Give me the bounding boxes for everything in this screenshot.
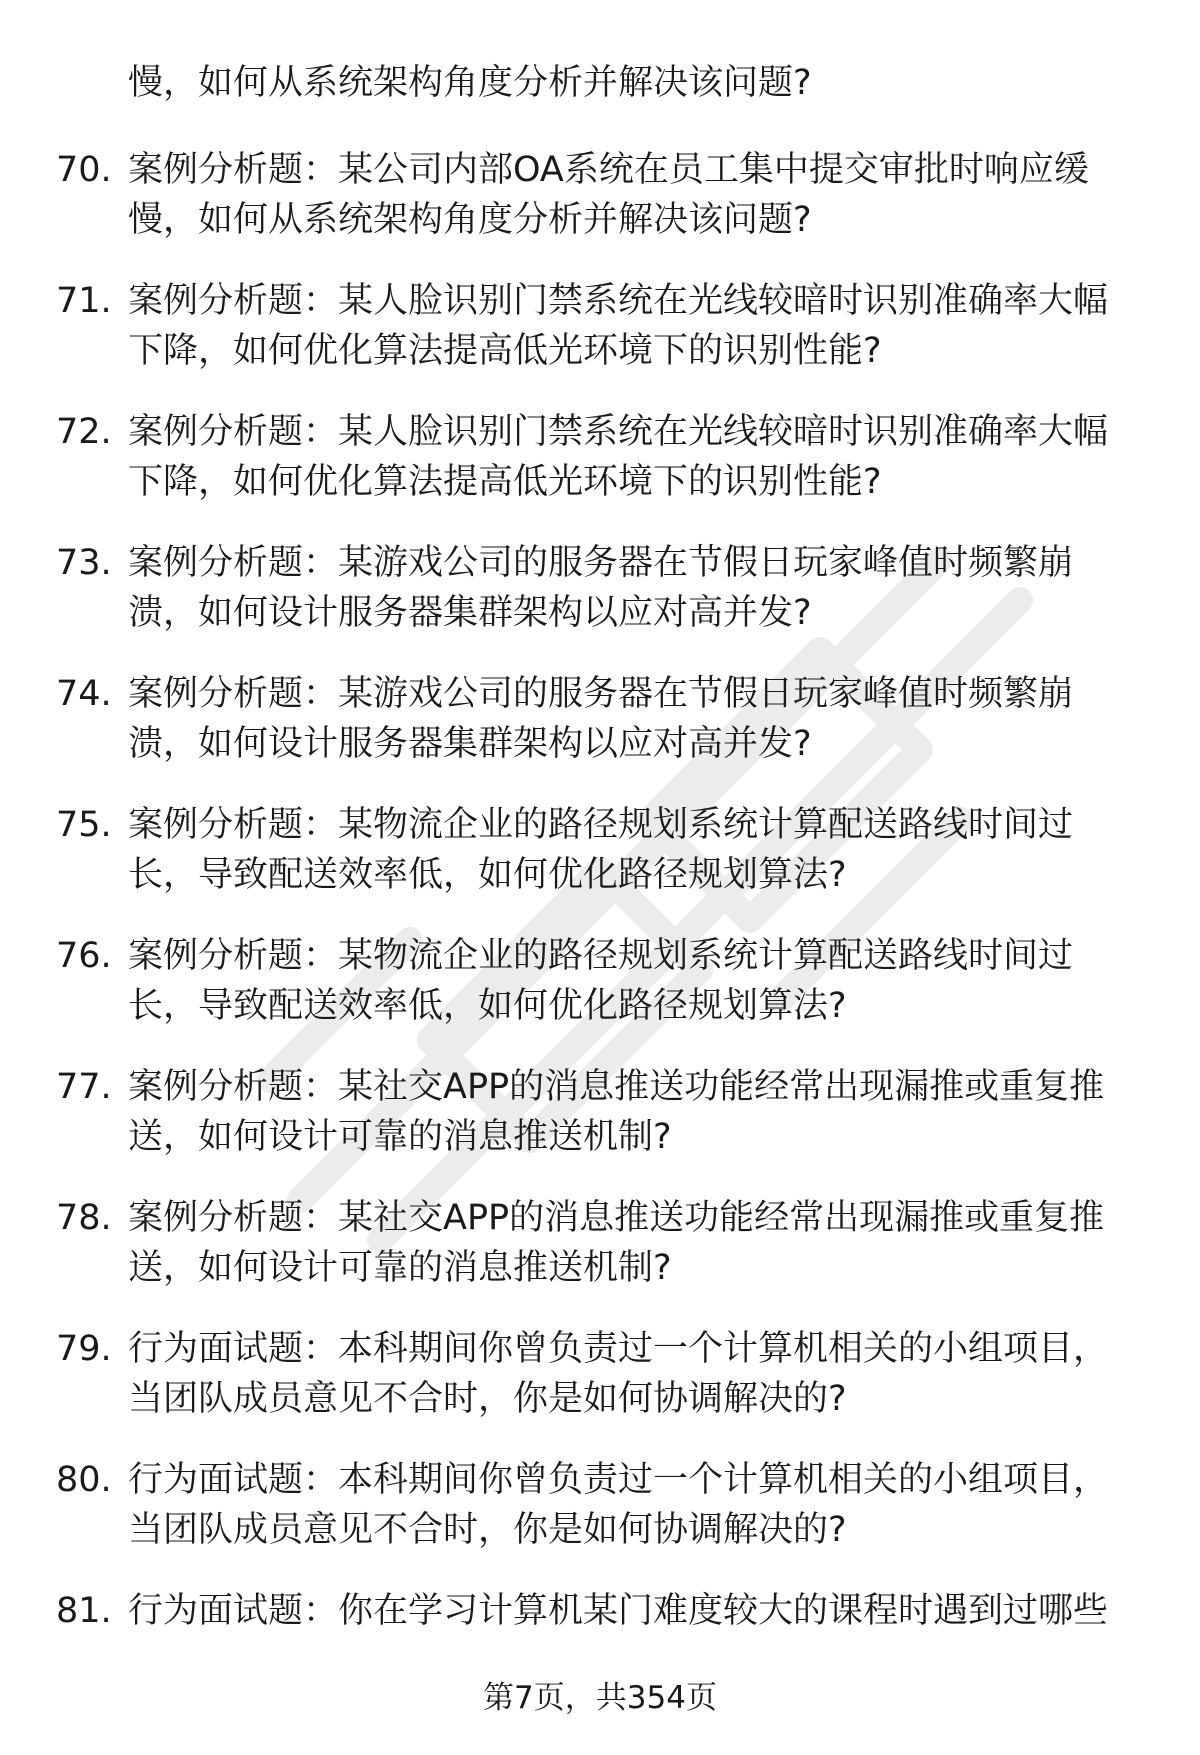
question-number: 71. [56,281,112,321]
question-number: 72. [56,412,112,452]
question-text-line1: 行为面试题：本科期间你曾负责过一个计算机相关的小组项目， [128,1329,1109,1369]
carryover-line: 慢，如何从系统架构角度分析并解决该问题? [128,63,812,103]
question-number: 78. [56,1198,112,1238]
list-item [0,407,1200,538]
list-item [0,1324,1200,1455]
question-number: 76. [56,936,112,976]
question-text-line2: 溃，如何设计服务器集群架构以应对高并发? [128,724,812,764]
question-text-line1: 案例分析题：某人脸识别门禁系统在光线较暗时识别准确率大幅 [128,412,1109,452]
question-number: 77. [56,1067,112,1107]
question-text-line2: 送，如何设计可靠的消息推送机制? [128,1117,672,1157]
list-item [0,669,1200,800]
question-text-line1: 案例分析题：某公司内部OA系统在员工集中提交审批时响应缓 [128,150,1089,190]
question-number: 75. [56,805,112,845]
question-text-line1: 案例分析题：某社交APP的消息推送功能经常出现漏推或重复推 [128,1067,1105,1107]
question-number: 80. [56,1460,112,1500]
question-list [0,145,1200,1717]
question-text-line1: 案例分析题：某游戏公司的服务器在节假日玩家峰值时频繁崩 [128,543,1074,583]
list-item [0,1062,1200,1193]
page-footer: 第7页，共354页 [483,1680,717,1716]
question-number: 74. [56,674,112,714]
question-number: 81. [56,1591,112,1631]
question-text-line2: 长，导致配送效率低，如何优化路径规划算法? [128,986,847,1026]
list-item [0,1193,1200,1324]
list-item [0,800,1200,931]
question-text-line2: 慢，如何从系统架构角度分析并解决该问题? [128,200,812,240]
question-number: 79. [56,1329,112,1369]
question-number: 70. [56,150,112,190]
question-text-line1: 案例分析题：某人脸识别门禁系统在光线较暗时识别准确率大幅 [128,281,1109,321]
question-text-line1: 案例分析题：某物流企业的路径规划系统计算配送路线时间过 [128,936,1074,976]
list-item [0,145,1200,276]
question-text-line1: 行为面试题：你在学习计算机某门难度较大的课程时遇到过哪些 [128,1591,1109,1631]
question-number: 73. [56,543,112,583]
list-item [0,276,1200,407]
list-item [0,538,1200,669]
question-text-line1: 案例分析题：某物流企业的路径规划系统计算配送路线时间过 [128,805,1074,845]
question-text-line1: 案例分析题：某游戏公司的服务器在节假日玩家峰值时频繁崩 [128,674,1074,714]
question-text-line1: 案例分析题：某社交APP的消息推送功能经常出现漏推或重复推 [128,1198,1105,1238]
question-text-line1: 行为面试题：本科期间你曾负责过一个计算机相关的小组项目， [128,1460,1109,1500]
list-item [0,931,1200,1062]
question-text-line2: 溃，如何设计服务器集群架构以应对高并发? [128,593,812,633]
question-text-line2: 下降，如何优化算法提高低光环境下的识别性能? [128,462,882,502]
list-item [0,1455,1200,1586]
question-text-line2: 送，如何设计可靠的消息推送机制? [128,1248,672,1288]
question-text-line2: 当团队成员意见不合时，你是如何协调解决的? [128,1379,847,1419]
question-text-line2: 当团队成员意见不合时，你是如何协调解决的? [128,1510,847,1550]
question-text-line2: 长，导致配送效率低，如何优化路径规划算法? [128,855,847,895]
question-text-line2: 下降，如何优化算法提高低光环境下的识别性能? [128,331,882,371]
